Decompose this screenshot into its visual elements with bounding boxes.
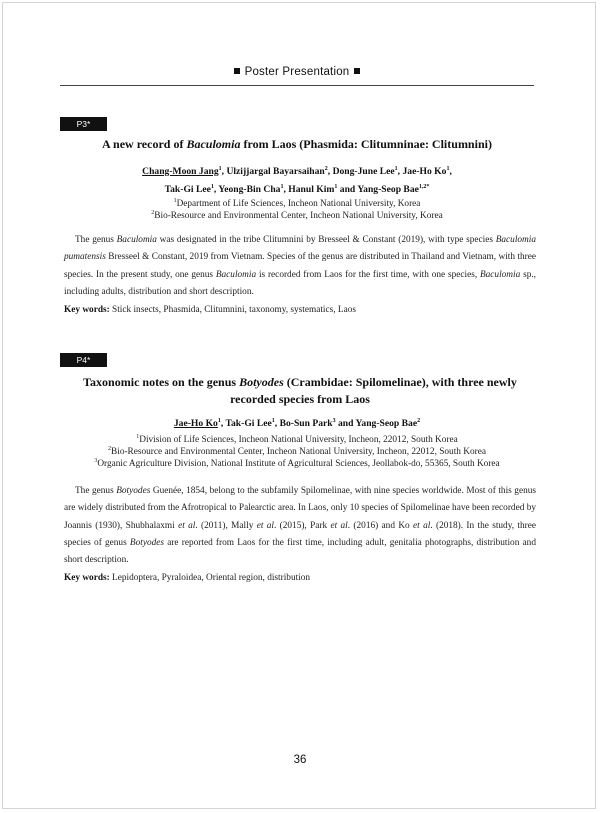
author-separator: and: [335, 418, 356, 429]
affiliation-marker: 1: [210, 183, 214, 190]
author-name: Ulzijjargal Bayarsaihan: [226, 166, 325, 177]
author-separator: ,: [221, 166, 227, 177]
affiliation-marker: 1: [217, 417, 221, 424]
author-name: Tak-Gi Lee: [225, 418, 272, 429]
affiliation: $^1$Department of Life Sciences, Incheon National University, Korea: [173, 197, 421, 209]
affiliation-marker: 1: [394, 165, 398, 172]
affiliation-marker: 1: [446, 165, 450, 172]
poster-title: Taxonomic notes on the genus Botyodes (Crambidae: Spilomelinae), with three newly recorded species from Laos: [83, 375, 517, 406]
affiliation-list: [60, 198, 534, 222]
author-name: Yang-Seop Bae: [357, 184, 419, 195]
affiliation-list: [60, 434, 534, 470]
affiliation-marker: 3: [332, 417, 336, 424]
author-separator: ,: [213, 184, 219, 195]
keywords-label: Key words:: [64, 573, 110, 583]
author-separator: and: [337, 184, 358, 195]
author-name: Tak-Gi Lee: [164, 184, 211, 195]
affiliation: $^1$Division of Life Sciences, Incheon National University, Incheon, 22012, South Korea: [136, 433, 458, 445]
author-name: Yang-Seop Bae: [355, 418, 418, 429]
authors-line: [60, 415, 534, 433]
author-separator: ,: [220, 418, 226, 429]
poster-tag: P3*: [60, 117, 107, 131]
affiliation: $^2$Bio-Resource and Environmental Center, Incheon National University, Korea: [151, 209, 443, 221]
poster-tag: P4*: [60, 353, 107, 367]
square-bullet-icon: [354, 68, 360, 74]
abstract-text: The genus Botyodes Guenée, 1854, belong to the subfamily Spilomelinae, with nine species worldwide. Most of this genus are widely distributed from the Afrotropical to Palearctic area. In Laos, only 10 species of Spilomelinae have been recorded by Joannis (1930), Shubhalaxmi et al. (2011), Mally et al. (2015), Park et al. (2016) and Ko et al. (2018). In the study, three species of genus Botyodes are reported from Laos for the first time, including adult, genitalia photographs, distribution and short description.: [64, 486, 536, 566]
author-name: Yeong-Bin Cha: [218, 184, 281, 195]
affiliation-marker: 1: [334, 183, 338, 190]
keywords-text: Stick insects, Phasmida, Clitumnini, taxonomy, systematics, Laos: [109, 305, 356, 315]
affiliation-marker: 1: [280, 183, 284, 190]
author-separator: ,: [449, 166, 452, 177]
presenting-author-name: Jae-Ho Ko: [173, 418, 218, 429]
poster-title: A new record of Baculomia from Laos (Phasmida: Clitumninae: Clitumnini): [102, 137, 492, 151]
affiliation-marker: 1: [218, 165, 222, 172]
author-name: Hanul Kim: [288, 184, 335, 195]
authors-line: [60, 181, 534, 199]
presenting-author-name: Chang-Moon Jang: [142, 166, 219, 177]
affiliation-marker: 2: [324, 165, 328, 172]
keywords-line: [64, 571, 536, 585]
affiliation-marker: 1: [271, 417, 275, 424]
keywords-line: [64, 303, 536, 317]
author-separator: ,: [283, 184, 289, 195]
page-number: 36: [293, 754, 307, 766]
affiliation-marker: 2: [417, 417, 421, 424]
author-name: Dong-June Lee: [332, 166, 395, 177]
square-bullet-icon: [234, 68, 240, 74]
author-list: [60, 415, 534, 433]
affiliation: $^3$Organic Agriculture Division, National Institute of Agricultural Sciences, Jeollabok-do, 55365, South Korea: [94, 457, 500, 469]
keywords-text: Lepidoptera, Pyraloidea, Oriental region, distribution: [109, 573, 311, 583]
author-name: Bo-Sun Park: [279, 418, 333, 429]
author-list: [60, 163, 534, 199]
header-title: Poster Presentation: [244, 66, 350, 78]
author-separator: ,: [327, 166, 333, 177]
running-header: [60, 66, 534, 78]
author-name: Jae-Ho Ko: [402, 166, 447, 177]
header-rule: [60, 85, 534, 86]
authors-line: [60, 163, 534, 181]
affiliation-marker: 1,2*: [418, 183, 430, 190]
keywords-label: Key words:: [64, 305, 110, 315]
author-separator: ,: [274, 418, 280, 429]
author-separator: ,: [397, 166, 403, 177]
abstract-text: The genus Baculomia was designated in the tribe Clitumnini by Bresseel & Constant (2019), with type species Baculomia pumatensis Bresseel & Constant, 2019 from Vietnam. Species of the genus are distributed in Thailand and Vietnam, with three species. In the present study, one genus Baculomia is recorded from Laos for the first time, with one species, Baculomia sp., including adults, distribution and short description.: [64, 235, 536, 297]
affiliation: $^2$Bio-Resource and Environmental Center, Incheon National University, Incheon, 22012, South Korea: [108, 445, 486, 457]
